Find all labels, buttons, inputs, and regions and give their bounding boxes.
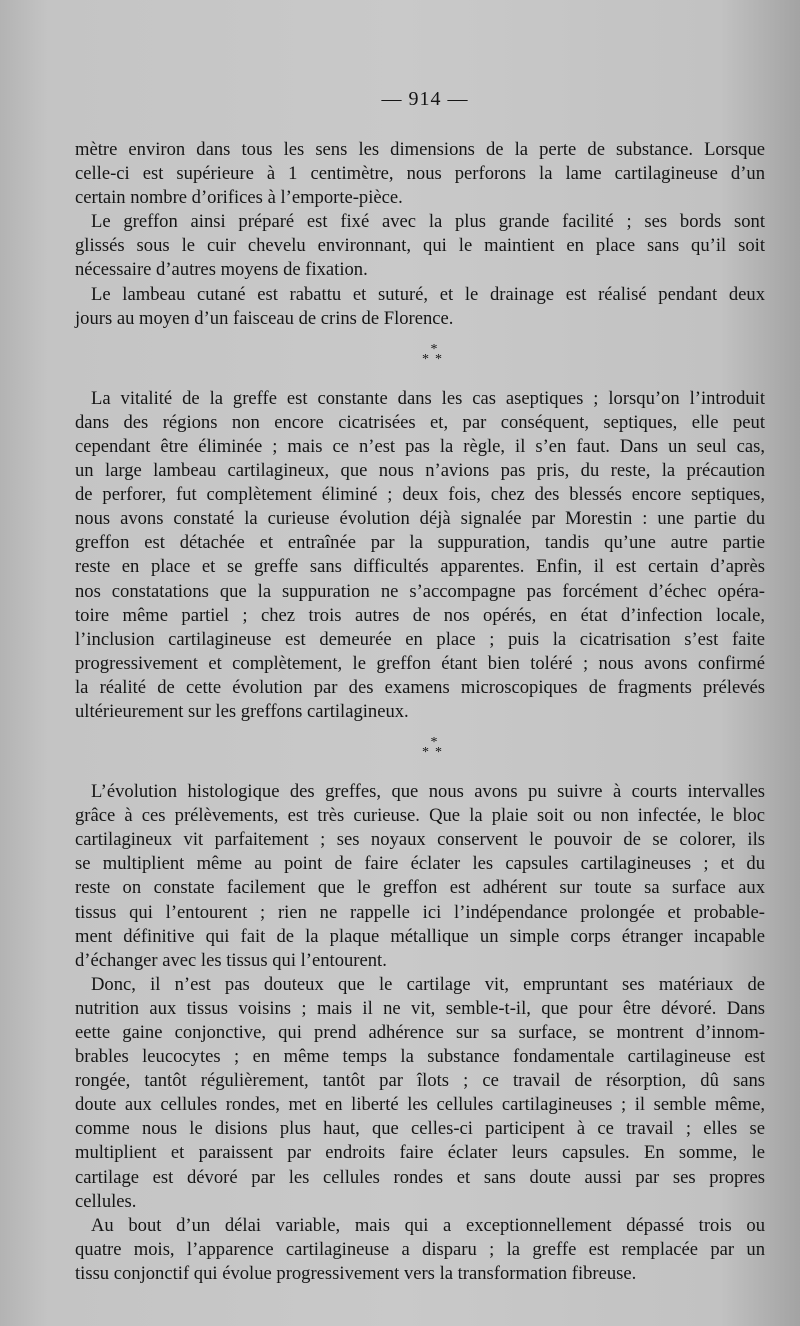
- asterism-top: *: [430, 341, 440, 357]
- text-line: comme nous le disions plus haut, que celles-ci participent à ce travail ; elles se: [75, 1118, 765, 1140]
- text-line: d’échanger avec les tissus qui l’entourent.: [75, 949, 387, 971]
- text-line: ultérieurement sur les greffons cartilagineux.: [75, 700, 409, 722]
- paragraph-evolution-histologique: [75, 780, 765, 973]
- page-body: [75, 138, 765, 1286]
- text-line: La vitalité de la greffe est constante dans les cas aseptiques ; lorsqu’on l’introduit: [91, 387, 765, 409]
- section-separator: [75, 735, 765, 761]
- text-line: de perforer, fut complètement éliminé ; deux fois, chez des blessés encore septiques,: [75, 484, 765, 506]
- text-line: cellules.: [75, 1190, 137, 1212]
- text-line: multiplient et paraissent par endroits faire éclater leurs capsules. En somme, le: [75, 1142, 765, 1164]
- asterism-top: *: [430, 735, 440, 751]
- text-line: Le lambeau cutané est rabattu et suturé, et le drainage est réalisé pendant deux: [91, 283, 765, 305]
- text-line: glissés sous le cuir chevelu environnant, qui le maintient en place sans qu’il soit: [75, 235, 765, 257]
- text-line: tissu conjonctif qui évolue progressivement vers la transformation fibreuse.: [75, 1262, 637, 1284]
- paragraph-lambeau: [75, 283, 765, 331]
- text-line: progressivement et complètement, le greffon étant bien toléré ; nous avons confirmé: [75, 652, 765, 674]
- paragraph-greffon-fixation: [75, 210, 765, 282]
- page-number: — 914 —: [381, 88, 469, 110]
- text-line: eette gaine conjonctive, qui prend adhérence sur sa surface, se montrent d’innom-: [75, 1022, 765, 1043]
- text-line: nutrition aux tissus voisins ; mais il ne vit, semble-t-il, que pour être dévoré. Dans: [75, 997, 765, 1019]
- asterism-bottom: **: [422, 351, 448, 367]
- text-line: un large lambeau cartilagineux, que nous n’avions pas pris, du reste, la précaution: [75, 460, 765, 482]
- text-line: mètre environ dans tous les sens les dimensions de la perte de substance. Lorsque: [75, 139, 765, 160]
- paragraph-cartilage-vit: [75, 973, 765, 1214]
- text-line: Au bout d’un délai variable, mais qui a exceptionnellement dépassé trois ou: [91, 1214, 765, 1236]
- text-line: L’évolution histologique des greffes, que nous avons pu suivre à courts intervalles: [91, 781, 765, 803]
- text-line: reste on constate facilement que le greffon est adhérent sur toute sa surface aux: [75, 877, 765, 899]
- paragraph-continued: [75, 138, 765, 210]
- text-line: ment définitive qui fait de la plaque métallique un simple corps étranger incapable: [75, 925, 765, 947]
- text-line: doute aux cellules rondes, met en liberté les cellules cartilagineuses ; il semble même,: [75, 1094, 765, 1116]
- section-separator: [75, 341, 765, 367]
- text-line: cartilage est dévoré par les cellules rondes et sans doute aussi par ses propres: [75, 1166, 765, 1188]
- text-line: tissus qui l’entourent ; rien ne rappelle ici l’indépendance prolongée et probable-: [75, 901, 765, 923]
- text-line: Donc, il n’est pas douteux que le cartilage vit, empruntant ses matériaux de: [91, 973, 765, 995]
- text-line: quatre mois, l’apparence cartilagineuse a disparu ; la greffe est remplacée par un: [75, 1238, 765, 1260]
- text-line: brables leucocytes ; en même temps la substance fondamentale cartilagineuse est: [75, 1046, 765, 1068]
- text-line: reste en place et se greffe sans difficultés apparentes. Enfin, il est certain d’après: [75, 556, 765, 578]
- text-line: se multiplient même au point de faire éclater les capsules cartilagineuses ; et du: [75, 853, 765, 875]
- text-line: rongée, tantôt régulièrement, tantôt par îlots ; ce travail de résorption, dû sans: [75, 1070, 765, 1092]
- text-line: certain nombre d’orifices à l’emporte-pièce.: [75, 187, 403, 209]
- text-line: nos constatations que la suppuration ne s’accompagne pas forcément d’échec opéra-: [75, 580, 765, 602]
- text-line: celle-ci est supérieure à 1 centimètre, nous perforons la lame cartilagineuse d’un: [75, 163, 765, 185]
- text-line: dans des régions non encore cicatrisées et, par conséquent, septiques, elle peut: [75, 411, 765, 433]
- text-line: grâce à ces prélèvements, est très curieuse. Que la plaie soit ou non infectée, le bloc: [75, 805, 765, 827]
- text-line: nous avons constaté la curieuse évolution déjà signalée par Morestin : une partie du: [75, 508, 765, 530]
- asterism-bottom: **: [422, 745, 448, 761]
- text-line: cependant être éliminée ; mais ce n’est pas la règle, il s’en faut. Dans un seul cas,: [75, 435, 765, 457]
- text-line: toire même partiel ; chez trois autres de nos opérés, en état d’infection locale,: [75, 604, 765, 626]
- text-line: greffon est détachée et entraînée par la suppuration, tandis qu’une autre partie: [75, 532, 765, 554]
- text-line: jours au moyen d’un faisceau de crins de Florence.: [75, 307, 454, 329]
- paragraph-vitalite: [75, 387, 765, 724]
- text-line: la réalité de cette évolution par des examens microscopiques de fragments prélevés: [75, 676, 765, 698]
- text-line: cartilagineux vit parfaitement ; ses noyaux conservent le pouvoir de se colorer, ils: [75, 829, 765, 851]
- text-line: nécessaire d’autres moyens de fixation.: [75, 259, 368, 281]
- text-line: l’inclusion cartilagineuse est demeurée en place ; puis la cicatrisation s’est faite: [75, 628, 765, 650]
- text-line: Le greffon ainsi préparé est fixé avec la plus grande facilité ; ses bords sont: [91, 211, 765, 233]
- paragraph-delai-variable: [75, 1214, 765, 1286]
